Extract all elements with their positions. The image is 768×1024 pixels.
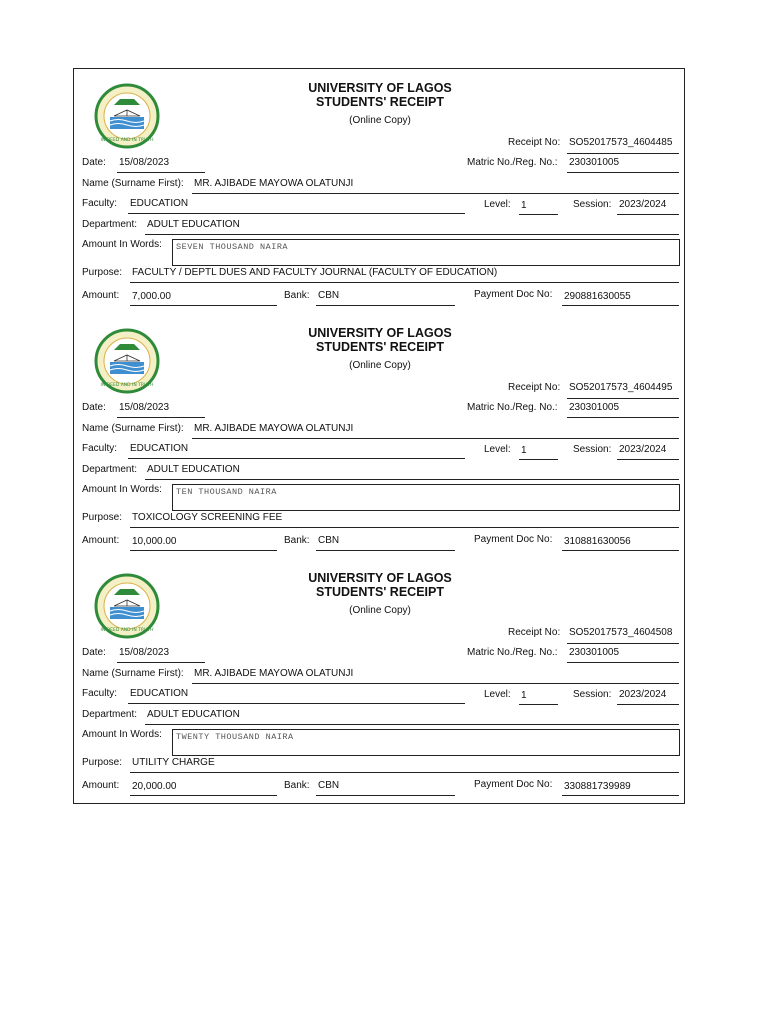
purpose-label: Purpose: xyxy=(82,267,123,278)
purpose-label: Purpose: xyxy=(82,512,123,523)
level-label: Level: xyxy=(484,444,511,455)
svg-text:IN DEED AND IN TRUTH: IN DEED AND IN TRUTH xyxy=(100,628,154,633)
date-value: 15/08/2023 xyxy=(119,647,170,658)
bank-value: CBN xyxy=(318,780,340,791)
date-label: Date: xyxy=(82,647,106,658)
bank-label: Bank: xyxy=(284,290,310,301)
amount-words-box xyxy=(172,484,680,511)
department-value: ADULT EDUCATION xyxy=(147,219,240,230)
session-value: 2023/2024 xyxy=(619,199,667,210)
faculty-value: EDUCATION xyxy=(130,443,189,454)
purpose-value: FACULTY / DEPTL DUES AND FACULTY JOURNAL (FACULTY OF EDUCATION) xyxy=(132,267,498,278)
receipt-no-label: Receipt No: xyxy=(508,382,561,393)
amount-value: 7,000.00 xyxy=(132,291,171,302)
receipt-card xyxy=(74,314,686,559)
payment-doc-value: 290881630055 xyxy=(564,291,631,302)
faculty-label: Faculty: xyxy=(82,198,118,209)
date-value: 15/08/2023 xyxy=(119,402,170,413)
university-name: UNIVERSITY OF LAGOS xyxy=(308,81,452,95)
amount-words-box xyxy=(172,729,680,756)
date-value: 15/08/2023 xyxy=(119,157,170,168)
matric-label: Matric No./Reg. No.: xyxy=(467,647,558,658)
level-value: 1 xyxy=(521,445,527,456)
faculty-label: Faculty: xyxy=(82,443,118,454)
bank-value: CBN xyxy=(318,290,340,301)
amount-words-label: Amount In Words: xyxy=(82,729,162,740)
level-value: 1 xyxy=(521,690,527,701)
session-label: Session: xyxy=(573,199,612,210)
amount-label: Amount: xyxy=(82,535,120,546)
receipt-no-value: SO52017573_4604508 xyxy=(569,627,673,638)
receipt-no-value: SO52017573_4604485 xyxy=(569,137,673,148)
purpose-value: UTILITY CHARGE xyxy=(132,757,215,768)
session-value: 2023/2024 xyxy=(619,689,667,700)
name-value: MR. AJIBADE MAYOWA OLATUNJI xyxy=(194,178,354,189)
department-label: Department: xyxy=(82,709,138,720)
receipt-no-value: SO52017573_4604495 xyxy=(569,382,673,393)
amount-label: Amount: xyxy=(82,780,120,791)
matric-value: 230301005 xyxy=(569,402,620,413)
session-label: Session: xyxy=(573,444,612,455)
payment-doc-value: 330881739989 xyxy=(564,781,631,792)
name-value: MR. AJIBADE MAYOWA OLATUNJI xyxy=(194,668,354,679)
matric-label: Matric No./Reg. No.: xyxy=(467,402,558,413)
receipt-no-label: Receipt No: xyxy=(508,137,561,148)
bank-label: Bank: xyxy=(284,780,310,791)
payment-doc-label: Payment Doc No: xyxy=(474,534,553,545)
payment-doc-label: Payment Doc No: xyxy=(474,289,553,300)
copy-label: (Online Copy) xyxy=(349,605,411,616)
faculty-value: EDUCATION xyxy=(130,688,189,699)
session-label: Session: xyxy=(573,689,612,700)
amount-words-value: TWENTY THOUSAND NAIRA xyxy=(176,732,294,742)
bank-label: Bank: xyxy=(284,535,310,546)
svg-text:IN DEED AND IN TRUTH: IN DEED AND IN TRUTH xyxy=(100,383,154,388)
amount-words-label: Amount In Words: xyxy=(82,239,162,250)
amount-value: 20,000.00 xyxy=(132,781,177,792)
receipt-card xyxy=(74,559,686,804)
copy-label: (Online Copy) xyxy=(349,360,411,371)
receipt-no-label: Receipt No: xyxy=(508,627,561,638)
receipt-card xyxy=(74,69,686,314)
matric-value: 230301005 xyxy=(569,157,620,168)
name-label: Name (Surname First): xyxy=(82,178,184,189)
university-name: UNIVERSITY OF LAGOS xyxy=(308,326,452,340)
svg-text:IN DEED AND IN TRUTH: IN DEED AND IN TRUTH xyxy=(100,138,154,143)
amount-words-label: Amount In Words: xyxy=(82,484,162,495)
receipts-page xyxy=(73,68,685,804)
name-label: Name (Surname First): xyxy=(82,423,184,434)
amount-words-value: TEN THOUSAND NAIRA xyxy=(176,487,277,497)
faculty-value: EDUCATION xyxy=(130,198,189,209)
bank-value: CBN xyxy=(318,535,340,546)
matric-value: 230301005 xyxy=(569,647,620,658)
payment-doc-label: Payment Doc No: xyxy=(474,779,553,790)
faculty-label: Faculty: xyxy=(82,688,118,699)
date-label: Date: xyxy=(82,157,106,168)
purpose-label: Purpose: xyxy=(82,757,123,768)
date-label: Date: xyxy=(82,402,106,413)
level-value: 1 xyxy=(521,200,527,211)
amount-value: 10,000.00 xyxy=(132,536,177,547)
name-label: Name (Surname First): xyxy=(82,668,184,679)
university-name: UNIVERSITY OF LAGOS xyxy=(308,571,452,585)
name-value: MR. AJIBADE MAYOWA OLATUNJI xyxy=(194,423,354,434)
amount-label: Amount: xyxy=(82,290,120,301)
purpose-value: TOXICOLOGY SCREENING FEE xyxy=(132,512,283,523)
session-value: 2023/2024 xyxy=(619,444,667,455)
level-label: Level: xyxy=(484,199,511,210)
department-label: Department: xyxy=(82,219,138,230)
receipt-title: STUDENTS' RECEIPT xyxy=(316,585,444,599)
department-label: Department: xyxy=(82,464,138,475)
amount-words-box xyxy=(172,239,680,266)
level-label: Level: xyxy=(484,689,511,700)
amount-words-value: SEVEN THOUSAND NAIRA xyxy=(176,242,289,252)
department-value: ADULT EDUCATION xyxy=(147,709,240,720)
copy-label: (Online Copy) xyxy=(349,115,411,126)
matric-label: Matric No./Reg. No.: xyxy=(467,157,558,168)
receipt-title: STUDENTS' RECEIPT xyxy=(316,340,444,354)
receipt-title: STUDENTS' RECEIPT xyxy=(316,95,444,109)
department-value: ADULT EDUCATION xyxy=(147,464,240,475)
payment-doc-value: 310881630056 xyxy=(564,536,631,547)
